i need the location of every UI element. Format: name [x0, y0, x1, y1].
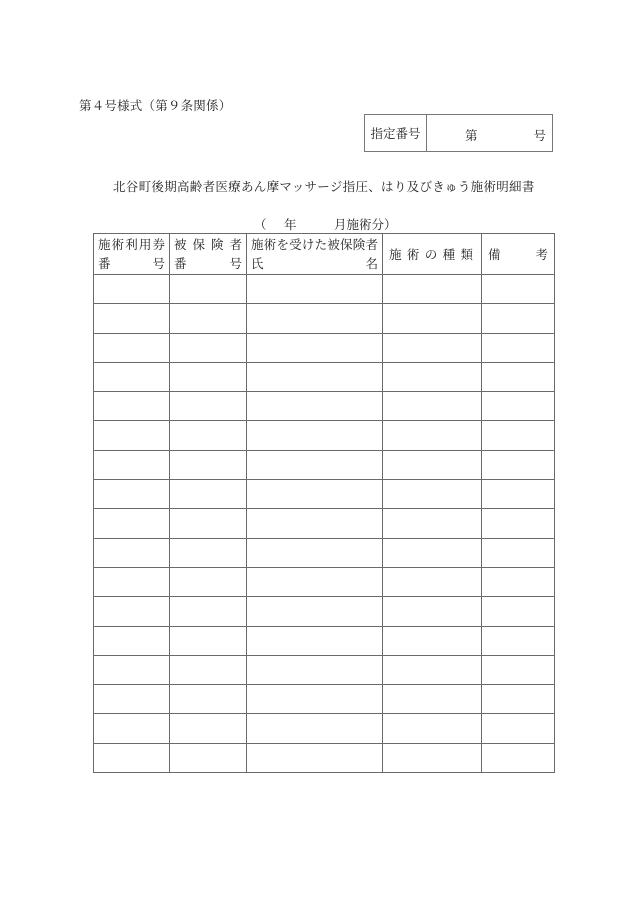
header-text: 番	[98, 256, 111, 271]
treatment-type-cell[interactable]	[383, 685, 482, 714]
treatment-type-cell[interactable]	[383, 538, 482, 567]
header-text: 備	[488, 247, 501, 262]
ticket-number-cell[interactable]	[94, 597, 170, 626]
table-header-row	[94, 234, 555, 275]
period-year-label: 年	[284, 217, 297, 232]
insured-number-cell[interactable]	[170, 421, 247, 450]
insured-name-cell[interactable]	[247, 304, 383, 333]
insured-number-cell[interactable]	[170, 626, 247, 655]
ticket-number-cell[interactable]	[94, 392, 170, 421]
designation-prefix: 第	[465, 128, 478, 143]
form-number-label: 第４号様式（第９条関係）	[79, 98, 232, 113]
treatment-type-cell[interactable]	[383, 333, 482, 362]
document-title: 北谷町後期高齢者医療あん摩マッサージ指圧、はり及びきゅう施術明細書	[113, 179, 535, 194]
ticket-number-cell[interactable]	[94, 743, 170, 772]
insured-name-cell[interactable]	[247, 597, 383, 626]
ticket-number-cell[interactable]	[94, 362, 170, 391]
treatment-detail-table	[93, 233, 555, 773]
insured-number-cell[interactable]	[170, 333, 247, 362]
remarks-cell[interactable]	[482, 450, 555, 479]
header-text: 考	[535, 247, 548, 262]
insured-name-cell[interactable]	[247, 333, 383, 362]
remarks-cell[interactable]	[482, 655, 555, 684]
remarks-cell[interactable]	[482, 597, 555, 626]
treatment-type-cell[interactable]	[383, 509, 482, 538]
treatment-type-cell[interactable]	[383, 743, 482, 772]
insured-name-cell[interactable]	[247, 714, 383, 743]
treatment-type-cell[interactable]	[383, 655, 482, 684]
header-text: 被 保 険 者	[174, 237, 242, 252]
table-row	[94, 333, 555, 362]
ticket-number-cell[interactable]	[94, 304, 170, 333]
insured-name-cell[interactable]	[247, 421, 383, 450]
table-row	[94, 567, 555, 596]
insured-name-cell[interactable]	[247, 450, 383, 479]
header-ticket-number	[94, 234, 170, 275]
insured-number-cell[interactable]	[170, 509, 247, 538]
ticket-number-cell[interactable]	[94, 421, 170, 450]
designation-number-label: 指定番号	[365, 115, 427, 151]
insured-number-cell[interactable]	[170, 480, 247, 509]
table-row	[94, 743, 555, 772]
insured-name-cell[interactable]	[247, 480, 383, 509]
table-row	[94, 304, 555, 333]
treatment-type-cell[interactable]	[383, 275, 482, 304]
treatment-type-cell[interactable]	[383, 480, 482, 509]
insured-name-cell[interactable]	[247, 655, 383, 684]
header-insured-name	[247, 234, 383, 275]
insured-number-cell[interactable]	[170, 362, 247, 391]
header-text: 施術を受けた被保険者	[251, 237, 378, 252]
table-row	[94, 626, 555, 655]
insured-number-cell[interactable]	[170, 685, 247, 714]
ticket-number-cell[interactable]	[94, 567, 170, 596]
remarks-cell[interactable]	[482, 509, 555, 538]
ticket-number-cell[interactable]	[94, 655, 170, 684]
insured-name-cell[interactable]	[247, 567, 383, 596]
period-open-paren: （	[254, 217, 267, 232]
designation-number-field[interactable]	[427, 115, 552, 151]
header-text: 名	[365, 256, 378, 271]
insured-name-cell[interactable]	[247, 392, 383, 421]
insured-name-cell[interactable]	[247, 626, 383, 655]
remarks-cell[interactable]	[482, 538, 555, 567]
designation-number-box	[364, 114, 553, 152]
table-row	[94, 509, 555, 538]
insured-number-cell[interactable]	[170, 538, 247, 567]
header-remarks	[482, 234, 555, 275]
remarks-cell[interactable]	[482, 304, 555, 333]
ticket-number-cell[interactable]	[94, 333, 170, 362]
insured-number-cell[interactable]	[170, 567, 247, 596]
remarks-cell[interactable]	[482, 685, 555, 714]
remarks-cell[interactable]	[482, 333, 555, 362]
insured-number-cell[interactable]	[170, 304, 247, 333]
insured-name-cell[interactable]	[247, 362, 383, 391]
treatment-type-cell[interactable]	[383, 304, 482, 333]
treatment-type-cell[interactable]	[383, 421, 482, 450]
insured-number-cell[interactable]	[170, 275, 247, 304]
ticket-number-cell[interactable]	[94, 509, 170, 538]
treatment-type-cell[interactable]	[383, 597, 482, 626]
table-row	[94, 480, 555, 509]
remarks-cell[interactable]	[482, 421, 555, 450]
insured-name-cell[interactable]	[247, 685, 383, 714]
designation-suffix: 号	[533, 128, 546, 143]
header-insured-number	[170, 234, 247, 275]
treatment-type-cell[interactable]	[383, 362, 482, 391]
table-row	[94, 421, 555, 450]
insured-name-cell[interactable]	[247, 538, 383, 567]
ticket-number-cell[interactable]	[94, 714, 170, 743]
table-row	[94, 655, 555, 684]
remarks-cell[interactable]	[482, 362, 555, 391]
table-row	[94, 597, 555, 626]
header-text: 氏	[251, 256, 264, 271]
insured-name-cell[interactable]	[247, 743, 383, 772]
treatment-type-cell[interactable]	[383, 626, 482, 655]
header-text: 施術の種類	[389, 247, 475, 262]
period-month-label: 月施術分）	[334, 217, 397, 232]
remarks-cell[interactable]	[482, 714, 555, 743]
table-row	[94, 275, 555, 304]
table-row	[94, 450, 555, 479]
insured-number-cell[interactable]	[170, 597, 247, 626]
insured-number-cell[interactable]	[170, 743, 247, 772]
remarks-cell[interactable]	[482, 392, 555, 421]
remarks-cell[interactable]	[482, 275, 555, 304]
treatment-type-cell[interactable]	[383, 450, 482, 479]
insured-number-cell[interactable]	[170, 714, 247, 743]
remarks-cell[interactable]	[482, 480, 555, 509]
table-row	[94, 362, 555, 391]
remarks-cell[interactable]	[482, 567, 555, 596]
insured-name-cell[interactable]	[247, 509, 383, 538]
table-row	[94, 392, 555, 421]
ticket-number-cell[interactable]	[94, 275, 170, 304]
ticket-number-cell[interactable]	[94, 450, 170, 479]
insured-number-cell[interactable]	[170, 392, 247, 421]
insured-number-cell[interactable]	[170, 450, 247, 479]
header-text: 番	[174, 256, 187, 271]
ticket-number-cell[interactable]	[94, 626, 170, 655]
table-row	[94, 714, 555, 743]
remarks-cell[interactable]	[482, 626, 555, 655]
insured-name-cell[interactable]	[247, 275, 383, 304]
header-text: 号	[152, 256, 165, 271]
header-text: 号	[229, 256, 242, 271]
remarks-cell[interactable]	[482, 743, 555, 772]
insured-number-cell[interactable]	[170, 655, 247, 684]
header-text: 施術利用券	[98, 237, 165, 252]
treatment-type-cell[interactable]	[383, 392, 482, 421]
header-treatment-type	[383, 234, 482, 275]
treatment-type-cell[interactable]	[383, 567, 482, 596]
ticket-number-cell[interactable]	[94, 685, 170, 714]
ticket-number-cell[interactable]	[94, 538, 170, 567]
table-row	[94, 538, 555, 567]
treatment-period	[254, 215, 397, 233]
ticket-number-cell[interactable]	[94, 480, 170, 509]
treatment-type-cell[interactable]	[383, 714, 482, 743]
table-row	[94, 685, 555, 714]
